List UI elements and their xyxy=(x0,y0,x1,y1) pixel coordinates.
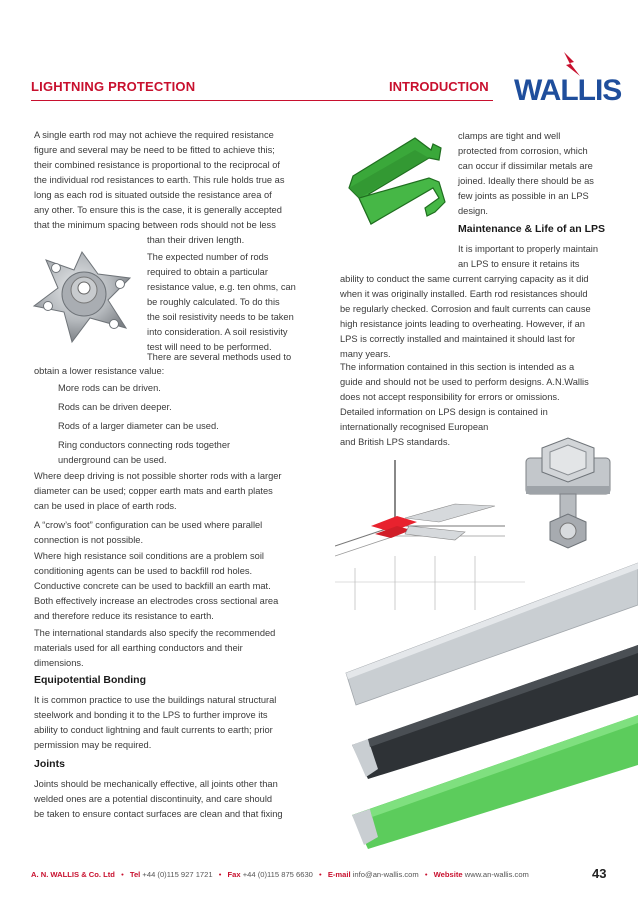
footer-website-link[interactable]: www.an-wallis.com xyxy=(464,870,529,879)
footer-tel[interactable]: +44 (0)115 927 1721 xyxy=(142,870,213,879)
maintenance-intro: It is important to properly maintain an LPS to ensure it retains its xyxy=(458,244,599,269)
wallis-logo xyxy=(514,52,622,108)
deep-driving-paragraph: Where deep driving is not possible shorter rods with a larger diameter can be used; copper earth mats and earth plates can be used in place of earth rods. xyxy=(34,471,282,511)
page-topic-title: INTRODUCTION xyxy=(389,79,489,94)
footer-company: A. N. WALLIS & Co. Ltd xyxy=(31,870,115,879)
intro-tail: than their driven length. xyxy=(147,235,245,245)
maintenance-heading: Maintenance & Life of an LPS xyxy=(458,223,606,235)
soil-conditions-paragraph: Where high resistance soil conditions are a problem soil conditioning agents can be used to backfill rod holes. Conductive concrete can be used to backfill an earth mat. Both effectively increase an electrodes cross sectional area and therefore reduce its resistance to earth. xyxy=(34,551,279,621)
standards-paragraph: The international standards also specify the recommended materials used for all earthing conductors and their dimensions. xyxy=(34,628,276,668)
logo-wordmark: WALLIS xyxy=(514,74,622,107)
joints-paragraph: Joints should be mechanically effective, all joints other than welded ones are a potential discontinuity, and care should be taken to ensure contact surfaces are clean and that fixing xyxy=(34,779,283,819)
crows-foot-fitting-image xyxy=(30,248,138,346)
methods-intro-start: There are several methods used to xyxy=(147,352,292,362)
crows-foot-paragraph: A “crow’s foot” configuration can be used where parallel connection is not possible. xyxy=(34,520,263,545)
conductor-tapes-image xyxy=(338,555,638,855)
footer-email-link[interactable]: info@an-wallis.com xyxy=(352,870,419,879)
list-item: Ring conductors connecting rods together xyxy=(58,440,231,450)
footer-fax-label: Fax xyxy=(227,870,241,879)
lightning-bolt-icon xyxy=(562,52,582,76)
footer-web-label: Website xyxy=(433,870,463,879)
joints-heading: Joints xyxy=(34,758,65,770)
section-title: LIGHTNING PROTECTION xyxy=(31,79,196,94)
header-rule xyxy=(31,100,493,101)
disclaimer-paragraph: The information contained in this section is intended as a guide and should not be used to perform designs. A.N.Wallis does not accept responsibility for errors or omissions. Detailed information on LPS design is contained in internationally recognised European and British LPS standards. xyxy=(340,362,589,447)
list-item: Rods of a larger diameter can be used. xyxy=(58,421,219,431)
list-item: underground can be used. xyxy=(58,455,167,465)
methods-list xyxy=(34,381,324,468)
green-clip-image xyxy=(335,128,447,238)
bonding-paragraph: It is common practice to use the buildings natural structural steelwork and bonding it to the LPS to further improve its ability to conduct lightning and fault currents to earth; prior permission may be required. xyxy=(34,695,277,750)
maintenance-paragraph: ability to conduct the same current carrying capacity as it did when it was originally installed. Earth rod resistances should be regularly checked. Corrosion and fault currents can cause high resistance joints leading to overheating. However, if an LPS is correctly installed and maintained it should last for many years. xyxy=(340,274,591,359)
rod-calculation-paragraph: The expected number of rods required to obtain a particular resistance value, e.g. ten ohms, can be roughly calculated. To do this the soil resistivity needs to be taken into consideration. A soil resistivity test will need to be performed. xyxy=(147,252,296,352)
intro-paragraph: A single earth rod may not achieve the required resistance figure and several may be need to be fitted to achieve this; their combined resistance is proportional to the reciprocal of the individual rod resistances to earth. This rule holds true as long as each rod is situated outside the resistance area of any other. To ensure this is the case, it is generally accepted that the minimum spacing between rods should not be less xyxy=(34,130,285,230)
footer-fax: +44 (0)115 875 6630 xyxy=(242,870,313,879)
methods-intro-cont: obtain a lower resistance value: xyxy=(34,366,165,376)
page-number: 43 xyxy=(592,866,607,881)
clamps-paragraph: clamps are tight and well protected from corrosion, which can occur if dissimilar metals are joined. Ideally there should be as few joints as possible in an LPS design. xyxy=(458,131,594,216)
bonding-heading: Equipotential Bonding xyxy=(34,674,146,686)
list-item: Rods can be driven deeper. xyxy=(58,402,172,412)
list-item: More rods can be driven. xyxy=(58,383,161,393)
footer-contact: A. N. WALLIS & Co. Ltd • Tel +44 (0)115 927 1721 • Fax +44 (0)115 875 6630 • E-mail info@an-wallis.com • Website www.an-wallis.com xyxy=(31,870,529,879)
footer-email-label: E-mail xyxy=(327,870,351,879)
footer-tel-label: Tel xyxy=(129,870,141,879)
